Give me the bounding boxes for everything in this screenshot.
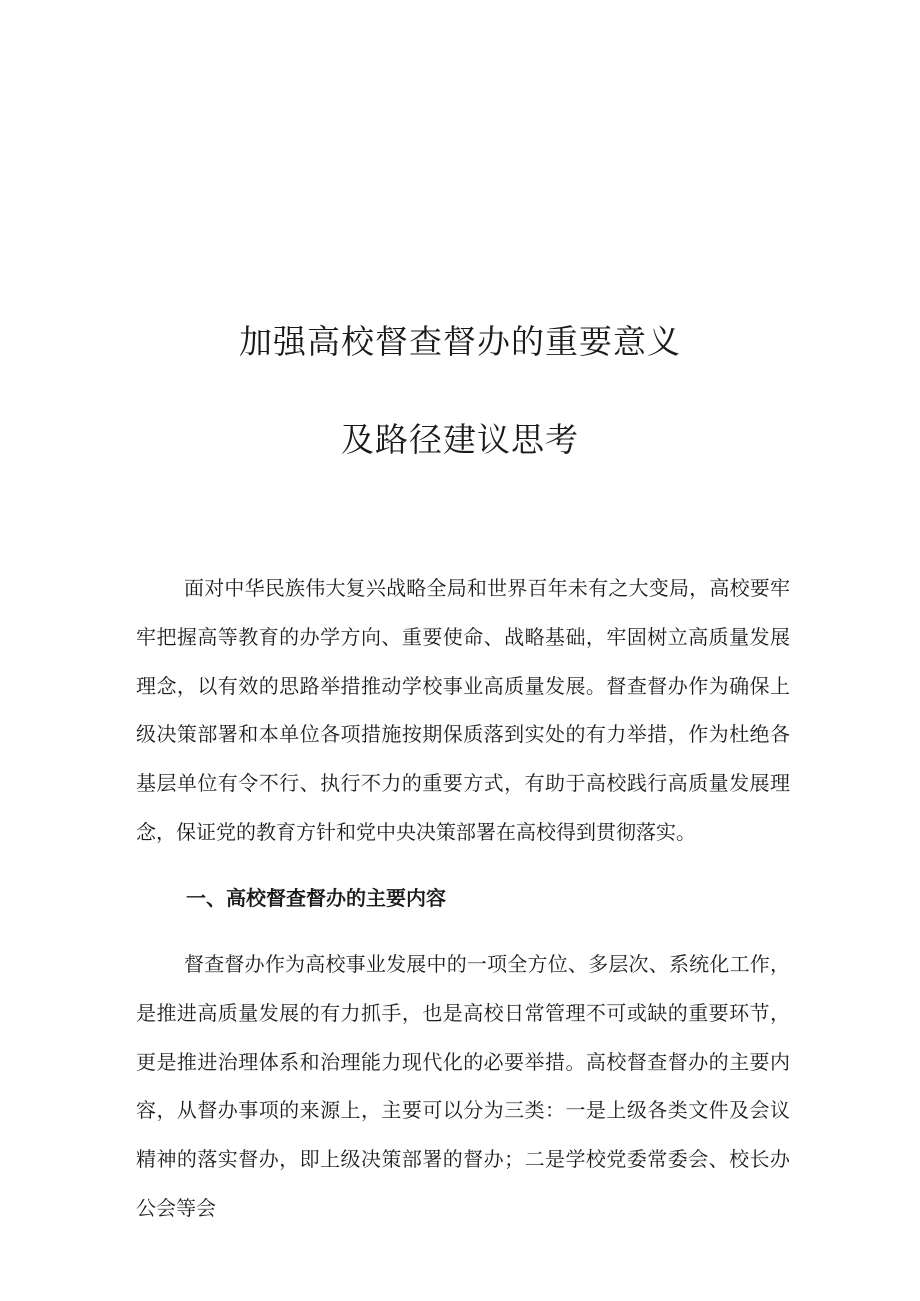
intro-paragraph: 面对中华民族伟大复兴战略全局和世界百年未有之大变局，高校要牢牢把握高等教育的办学方向、重要使命、战略基础，牢固树立高质量发展理念，以有效的思路举措推动学校事业高质量发展。督查督办作为确保上级决策部署和本单位各项措施按期保质落到实处的有力举措，作为杜绝各基层单位有令不行、执行不力的重要方式，有助于高校践行高质量发展理念，保证党的教育方针和党中央决策部署在高校得到贯彻落实。	[136, 576, 790, 844]
document-title-line-2: 及路径建议思考	[341, 420, 579, 459]
document-title-line-1: 加强高校督查督办的重要意义	[239, 322, 681, 361]
body-paragraph: 督查督办作为高校事业发展中的一项全方位、多层次、系统化工作，是推进高质量发展的有力抓手，也是高校日常管理不可或缺的重要环节，更是推进治理体系和治理能力现代化的必要举措。高校督查督办的主要内容，从督办事项的来源上，主要可以分为三类：一是上级各类文件及会议精神的落实督办，即上级决策部署的督办；二是学校党委常委会、校长办公会等会	[136, 952, 790, 1220]
section-heading: 一、高校督查督办的主要内容	[186, 886, 446, 910]
